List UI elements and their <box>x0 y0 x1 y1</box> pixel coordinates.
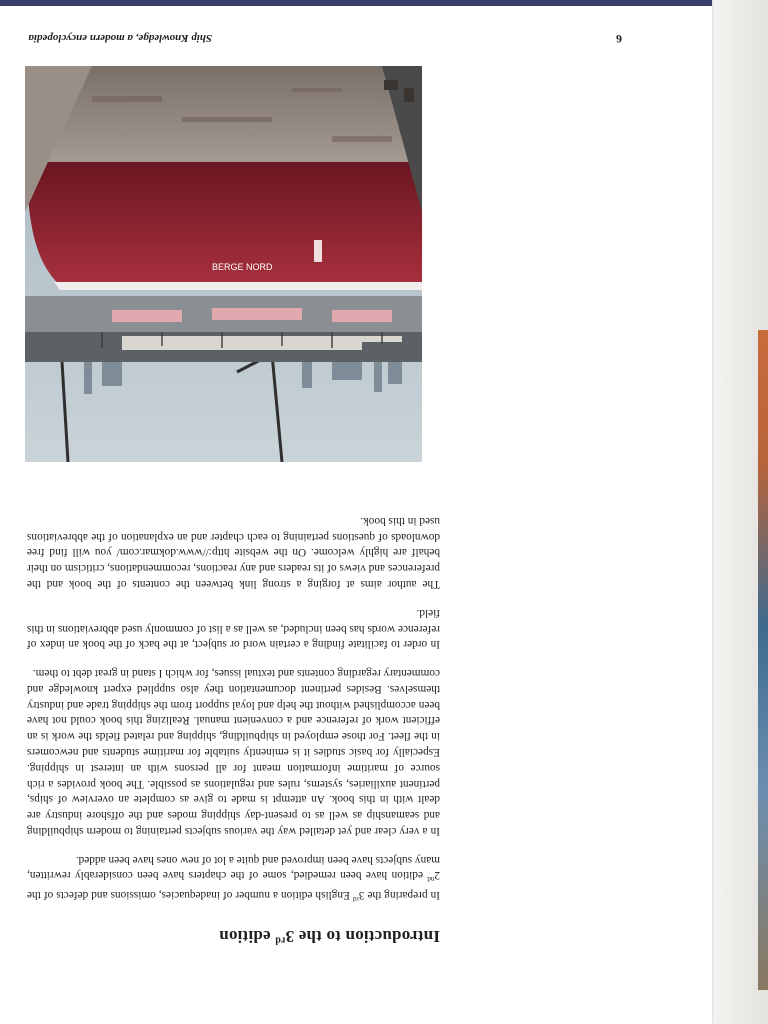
paragraph-book-scope: In a very clear and yet detailed way the various subjects pertaining to modern shipbuilding and seamanship as well as to present-day shipping modes and the offshore industry are dealt with in this book. An attempt is made to give as complete an overview of ships, pertinent auxiliaries, systems, rules and regulations as possible. The book provides a rich source of maritime information meant for all persons with an interest in shipping. Especially for basic studies it is eminently suitable for maritime students and newcomers in the fleet. For those employed in shipbuilding, shipping and related fields the work is an efficient work of reference and a convenient manual. Realizing this book could not have been accomplished without the help and loyal support from the shipping trade and industry themselves. Besides pertinent documentation they also supplied expert knowledge and commentary regarding contents and textual issues, for which I stand in great debt to them. <box>27 667 440 838</box>
chapter-title-end: edition <box>219 927 276 946</box>
chapter-title <box>219 926 440 946</box>
page-bottom-band <box>0 0 712 6</box>
paragraph-1-part-c: edition have been remedied, some of the chapters have been considerably rewritten, many subjects have been improved and quite a lot of new ones have been added. <box>27 853 440 882</box>
paragraph-index-info: In order to facilitate finding a certain word or subject, at the back of the book an index of reference words has been included, as well as a list of commonly used abbreviations in this field. <box>27 606 440 651</box>
ship-name-label: BERGE NORD <box>212 262 273 272</box>
paragraph-1-part-b: English edition a number of inadequacies, omissions and defects of the 2 <box>26 869 440 902</box>
chapter-title-text: Introduction to the 3 <box>285 927 440 946</box>
ship-photo-illustration <box>25 66 422 462</box>
paragraph-reader-feedback: The author aims at forging a strong link between the contents of the book and the preferences and views of its readers and any reactions, recommendations, criticism on their behalf are highly welcome. On the website http://www.dokmar.com/ you will find free downloads of questions pertaining to each chapter and an explanation of the abbreviations used in this book. <box>27 514 440 590</box>
adjacent-page-edge <box>711 0 768 1024</box>
paragraph-1-part-a: In preparing the 3 <box>358 889 440 902</box>
chapter-title-superscript: rd <box>275 934 286 946</box>
ship-photo <box>25 66 422 462</box>
adjacent-page-photo-edge <box>758 330 768 990</box>
page-number: 6 <box>616 32 622 46</box>
paragraph-1-sup-2: nd <box>427 875 435 884</box>
paragraph-1-sup-1: rd <box>352 895 359 903</box>
intro-text <box>27 499 440 906</box>
running-footer: Ship Knowledge, a modern encyclopedia <box>28 32 212 44</box>
paragraph-edition-changes <box>27 851 440 906</box>
